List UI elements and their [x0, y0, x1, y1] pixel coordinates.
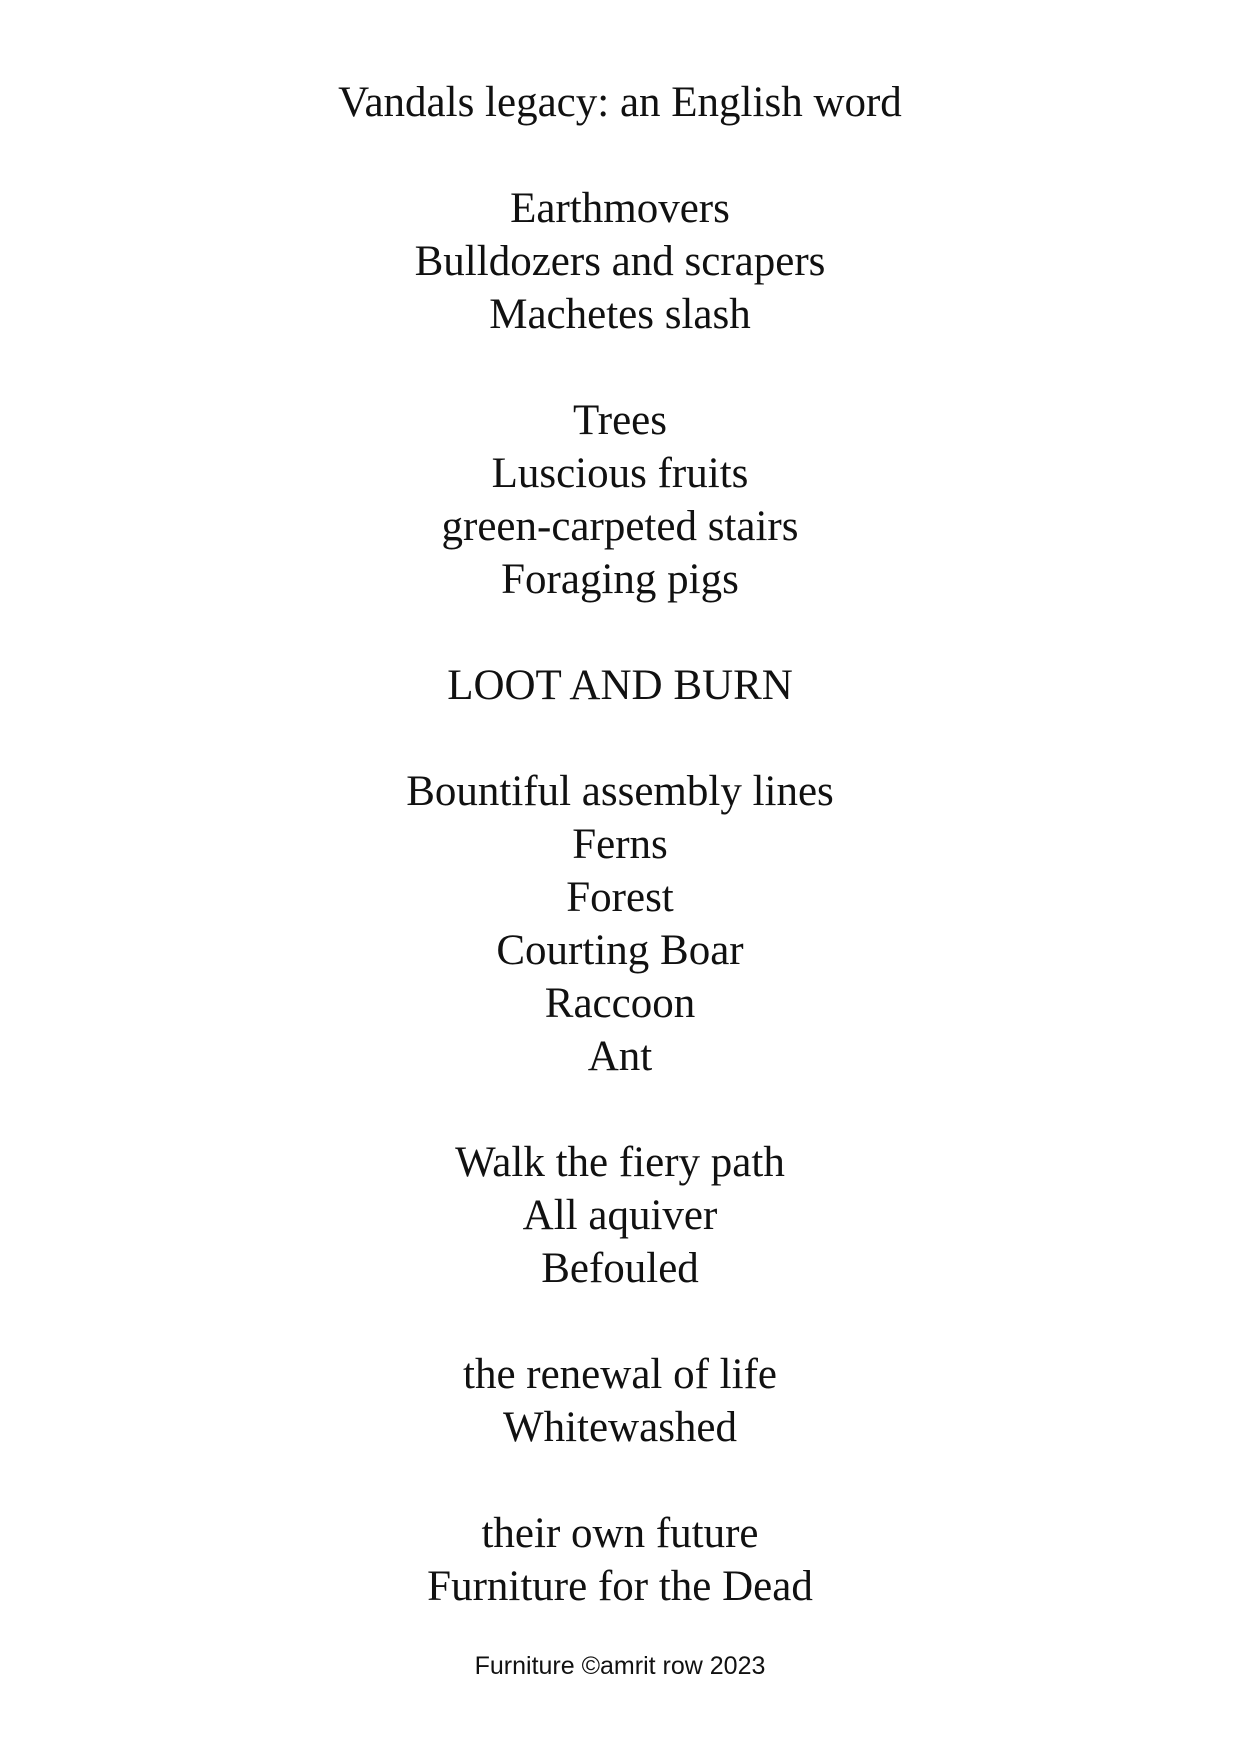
poem-line: green-carpeted stairs: [441, 503, 799, 550]
poem-line: Bulldozers and scrapers: [414, 238, 826, 285]
poem-line: Earthmovers: [510, 185, 730, 232]
poem-line: Ferns: [572, 821, 668, 868]
poem-line: Bountiful assembly lines: [406, 768, 834, 815]
poem-line: Befouled: [541, 1245, 699, 1292]
poem-line: Foraging pigs: [501, 556, 739, 603]
poem-line: LOOT AND BURN: [447, 662, 793, 709]
poem-line: Machetes slash: [489, 291, 751, 338]
poem-line: All aquiver: [522, 1192, 718, 1239]
stanza-5: [0, 1136, 1240, 1295]
poem-line: the renewal of life: [463, 1351, 777, 1398]
poem-line: Courting Boar: [496, 927, 744, 974]
stanza-4: [0, 765, 1240, 1083]
poem-line: Walk the fiery path: [455, 1139, 785, 1186]
poem-title: Vandals legacy: an English word: [338, 79, 902, 126]
stanza-6: [0, 1348, 1240, 1454]
copyright-footer: Furniture ©amrit row 2023: [474, 1652, 766, 1680]
poem-line: Furniture for the Dead: [427, 1563, 813, 1610]
poem-line: their own future: [481, 1510, 759, 1557]
poem-line: Ant: [587, 1033, 653, 1080]
stanza-3: [0, 659, 1240, 712]
poem-body: [0, 76, 1240, 1613]
poem-line: Trees: [573, 397, 667, 444]
poem-line: Whitewashed: [502, 1404, 738, 1451]
poem-line: Raccoon: [544, 980, 696, 1027]
stanza-1: [0, 182, 1240, 341]
poem-line: Luscious fruits: [491, 450, 749, 497]
stanza-7: [0, 1507, 1240, 1613]
poem-line: Forest: [566, 874, 674, 921]
stanza-2: [0, 394, 1240, 606]
